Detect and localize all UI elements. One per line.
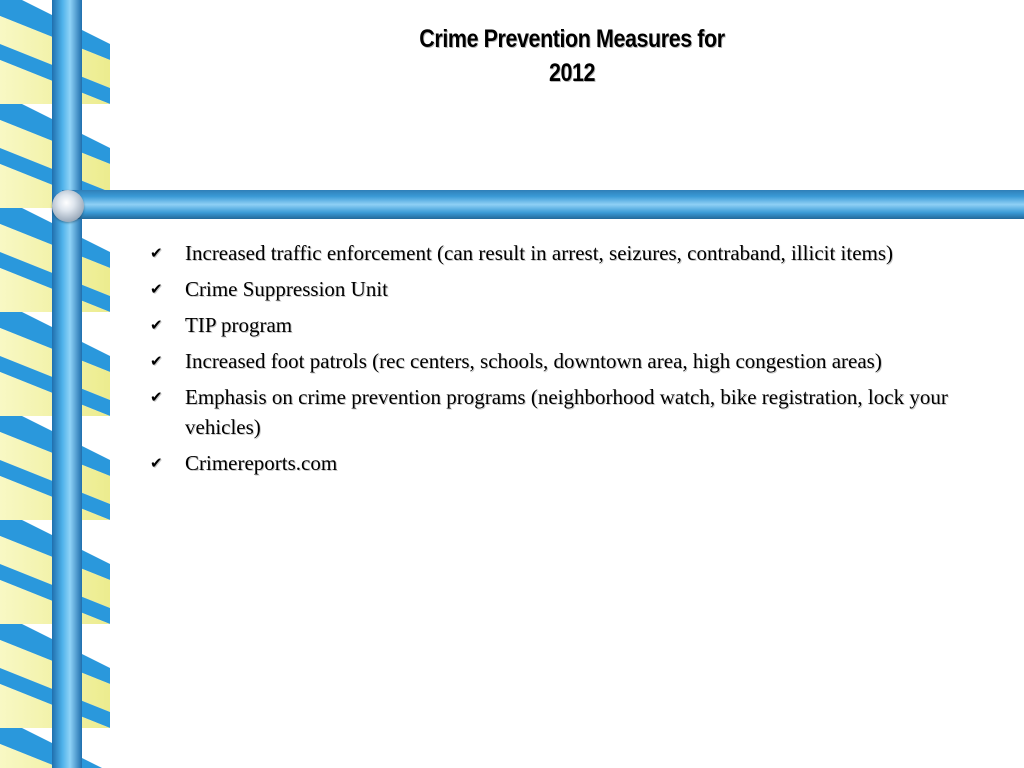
- check-mark-icon: ✔: [150, 244, 163, 262]
- divider-knob: [52, 190, 84, 222]
- slide-title: [338, 22, 806, 90]
- header-divider-bar: [62, 190, 1024, 219]
- title-line-2: 2012: [548, 59, 596, 87]
- check-mark-icon: ✔: [150, 280, 163, 298]
- list-item: [150, 346, 1000, 376]
- list-item: [150, 274, 1000, 304]
- bullet-list: [150, 238, 1000, 484]
- bullet-text: Crimereports.com: [185, 451, 338, 475]
- check-mark-icon: ✔: [150, 388, 163, 406]
- list-item: [150, 310, 1000, 340]
- check-mark-icon: ✔: [150, 454, 163, 472]
- list-item: [150, 382, 1000, 442]
- bullet-text: Increased traffic enforcement (can result in arrest, seizures, contraband, illicit items): [185, 241, 894, 265]
- check-mark-icon: ✔: [150, 352, 163, 370]
- bullet-text: Emphasis on crime prevention programs (neighborhood watch, bike registration, lock your vehicles): [185, 385, 948, 439]
- decorative-ribbon: [0, 0, 115, 768]
- title-line-1: Crime Prevention Measures for: [419, 25, 725, 53]
- bullet-text: Crime Suppression Unit: [185, 277, 388, 301]
- list-item: [150, 448, 1000, 478]
- bullet-text: Increased foot patrols (rec centers, schools, downtown area, high congestion areas): [185, 349, 882, 373]
- bullet-text: TIP program: [185, 313, 293, 337]
- list-item: [150, 238, 1000, 268]
- check-mark-icon: ✔: [150, 316, 163, 334]
